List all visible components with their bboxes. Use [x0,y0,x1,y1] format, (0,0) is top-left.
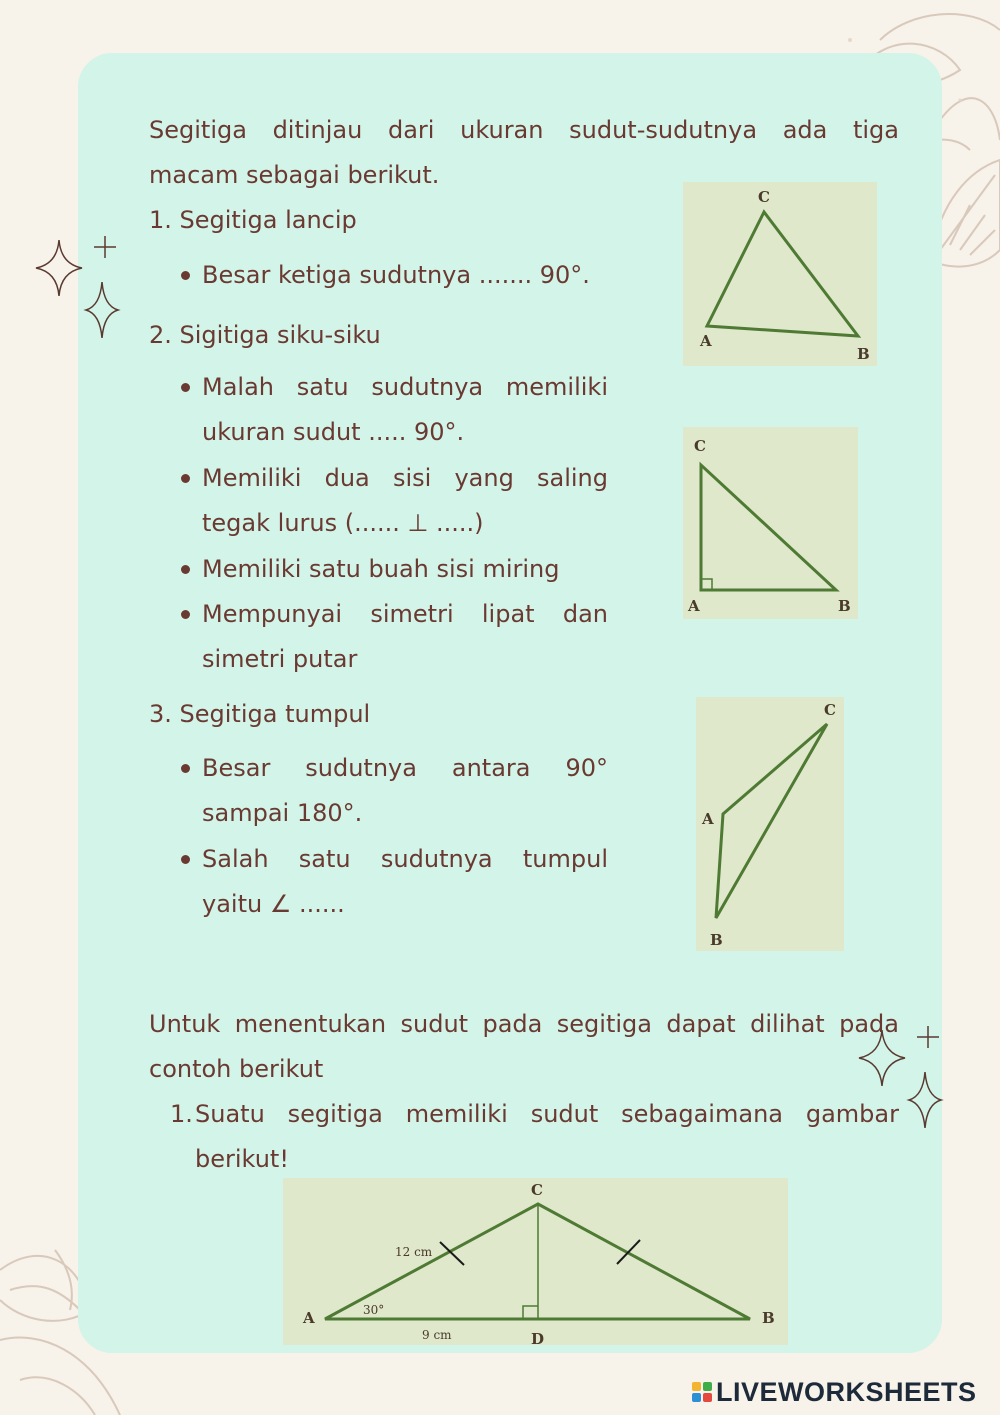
right-bullet-4-line-1: Mempunyai simetri lipat dan [202,600,608,628]
logo-cell [703,1393,712,1402]
right-angle-marker [523,1306,538,1319]
right-triangle-figure [683,427,858,619]
obtuse-bullet-2-line-2: yaitu ∠ ...... [202,890,345,918]
vertex-label-b: B [710,931,723,949]
liveworksheets-brand: LIVEWORKSHEETS [716,1376,977,1407]
vertex-label-a: A [700,332,712,350]
obtuse-bullet-1-line-1: Besar sudutnya antara 90° [202,754,608,782]
logo-cell [692,1393,701,1402]
bullet-dot [181,271,190,280]
side-label-ad: 9 cm [422,1328,452,1342]
right-bullet-2-line-1: Memiliki dua sisi yang saling [202,464,608,492]
intro-line-1: Segitiga ditinjau dari ukuran sudut-sudutnya ada tiga [149,116,899,144]
vertex-label-c: C [824,701,836,719]
right-bullet-1-line-1: Malah satu sudutnya memiliki [202,373,608,401]
logo-cell [692,1382,701,1391]
liveworksheets-logo-icon [692,1382,712,1402]
bullet-dot [181,855,190,864]
vertex-label-b: B [838,597,851,615]
sparkle-decoration-left [32,232,127,344]
right-angle-marker [701,579,712,590]
section-title-obtuse: 3. Segitiga tumpul [149,700,371,728]
obtuse-bullet-1-line-2: sampai 180°. [202,799,363,827]
vertex-label-a: A [702,810,714,828]
right-triangle [701,465,836,590]
obtuse-triangle [716,724,827,918]
vertex-label-c: C [758,188,770,206]
bullet-dot [181,764,190,773]
right-bullet-2-line-2: tegak lurus (...... ⊥ .....) [202,509,484,537]
equal-side-tick-right [617,1240,640,1264]
vertex-label-c: C [531,1181,543,1199]
acute-bullet-1: Besar ketiga sudutnya ....... 90°. [202,261,590,289]
section-title-acute: 1. Segitiga lancip [149,206,357,234]
right-bullet-3: Memiliki satu buah sisi miring [202,555,560,583]
right-bullet-1-line-2: ukuran sudut ..... 90°. [202,418,465,446]
vertex-label-a: A [303,1309,315,1327]
bullet-dot [181,383,190,392]
vertex-label-b: B [762,1309,775,1327]
example-triangle-figure [283,1178,788,1345]
example-item-line-2: berikut! [195,1145,289,1173]
vertex-label-c: C [694,437,706,455]
obtuse-bullet-2-line-1: Salah satu sudutnya tumpul [202,845,608,873]
bullet-dot [181,610,190,619]
section-title-right: 2. Sigitiga siku-siku [149,321,381,349]
acute-triangle [707,212,858,336]
liveworksheets-footer [692,1377,977,1407]
vertex-label-b: B [857,345,870,363]
example-item-line-1: Suatu segitiga memiliki sudut sebagaimana gambar [195,1100,899,1128]
angle-label-a: 30° [363,1303,385,1317]
side-label-ac: 12 cm [395,1245,433,1259]
example-intro-line-1: Untuk menentukan sudut pada segitiga dapat dilihat pada [149,1010,899,1038]
obtuse-triangle-figure [696,697,844,951]
vertex-label-d: D [531,1330,545,1345]
vertex-label-a: A [688,597,700,615]
intro-line-2: macam sebagai berikut. [149,161,440,189]
logo-cell [703,1382,712,1391]
bullet-dot [181,565,190,574]
example-intro-line-2: contoh berikut [149,1055,324,1083]
bullet-dot [181,474,190,483]
right-bullet-4-line-2: simetri putar [202,645,358,673]
example-item-number: 1. [170,1100,193,1128]
acute-triangle-figure [683,182,877,366]
